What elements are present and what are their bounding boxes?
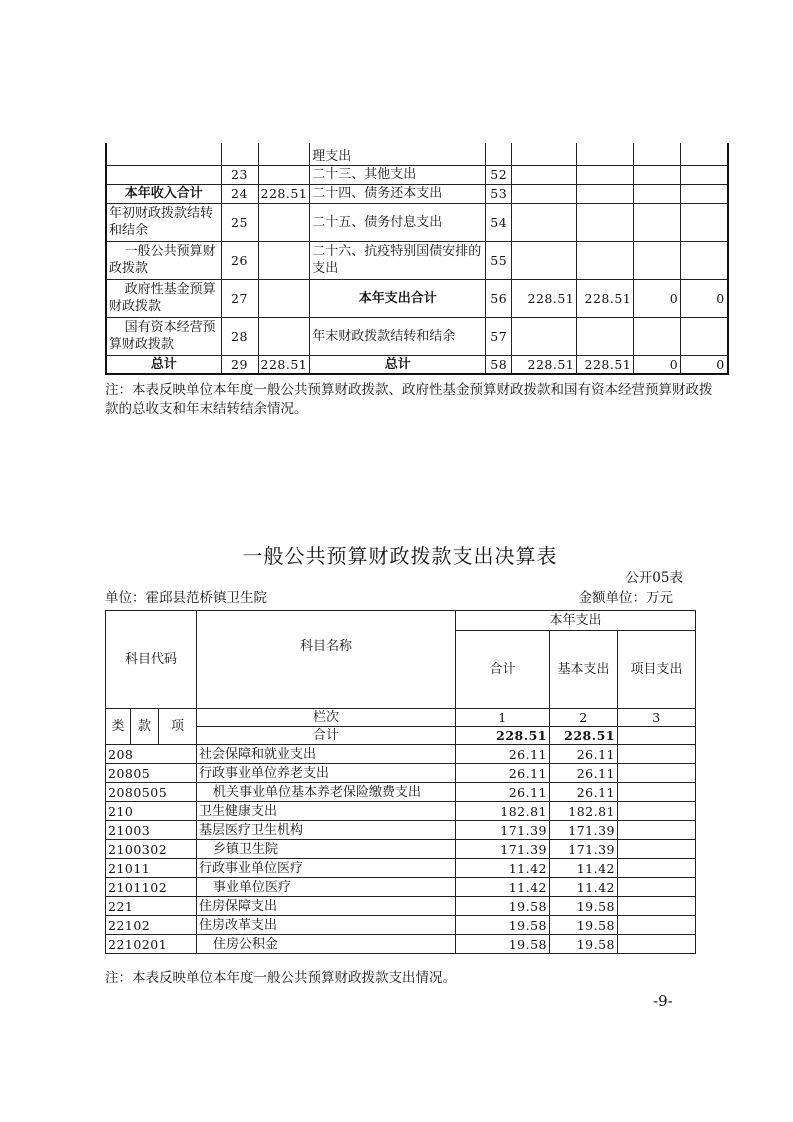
header-col3: 3 [618,709,696,727]
expense-line-no [486,143,512,165]
amount-project [618,802,696,821]
amount-total: 171.39 [456,821,550,840]
income-item-label: 一般公共预算财政拨款 [106,241,221,279]
income-amount [258,143,310,165]
amount-project [618,821,696,840]
amount-project [618,897,696,916]
expense-general-budget [577,165,634,184]
expense-item-label: 年末财政拨款结转和结余 [310,317,486,355]
sum-basic: 228.51 [550,727,618,745]
subject-name: 行政事业单位医疗 [197,859,456,878]
expense-total [512,184,577,203]
header-col2: 2 [550,709,618,727]
expense-total [512,143,577,165]
expense-line-no: 52 [486,165,512,184]
amount-basic: 182.81 [550,802,618,821]
expense-state-capital [681,241,728,279]
expense-total [512,241,577,279]
header-kuan: 款 [131,709,159,745]
expense-gov-fund [634,143,681,165]
income-line-no: 29 [221,355,258,374]
income-item-label [106,165,221,184]
summary-row [106,143,728,165]
amount-basic: 171.39 [550,840,618,859]
amount-total: 19.58 [456,897,550,916]
subject-name: 事业单位医疗 [197,878,456,897]
subject-name: 机关事业单位基本养老保险缴费支出 [197,783,456,802]
amount-basic: 19.58 [550,935,618,954]
income-amount: 228.51 [258,184,310,203]
income-amount [258,203,310,241]
expense-gov-fund [634,165,681,184]
income-amount [258,241,310,279]
subject-name: 住房改革支出 [197,916,456,935]
amount-project [618,764,696,783]
table-row [106,859,696,878]
subject-code: 208 [106,745,197,764]
expenditure-table [105,610,696,954]
expense-line-no: 57 [486,317,512,355]
expense-line-no: 58 [486,355,512,374]
header-subject-name: 科目名称 [197,611,456,709]
income-line-no: 28 [221,317,258,355]
subject-code: 21003 [106,821,197,840]
header-subject-code: 科目代码 [106,611,197,709]
summary-row [106,317,728,355]
expense-item-label: 二十三、其他支出 [310,165,486,184]
amount-basic: 26.11 [550,745,618,764]
header-xiang: 项 [159,709,197,745]
sum-project [618,727,696,745]
expense-line-no: 54 [486,203,512,241]
amount-total: 26.11 [456,783,550,802]
sum-label: 合计 [197,727,456,745]
income-expense-summary-table [105,143,729,375]
subject-code: 210 [106,802,197,821]
expense-total [512,317,577,355]
subject-code: 2101102 [106,878,197,897]
header-column-no: 栏次 [197,709,456,727]
amount-basic: 19.58 [550,916,618,935]
expense-total [512,165,577,184]
header-basic: 基本支出 [550,631,618,709]
amount-project [618,935,696,954]
subject-name: 社会保障和就业支出 [197,745,456,764]
amount-project [618,783,696,802]
table-row [106,783,696,802]
amount-basic: 26.11 [550,783,618,802]
header-total: 合计 [456,631,550,709]
amount-total: 26.11 [456,745,550,764]
summary-row [106,165,728,184]
expense-state-capital [681,203,728,241]
expense-general-budget [577,241,634,279]
subject-name: 乡镇卫生院 [197,840,456,859]
income-line-no: 26 [221,241,258,279]
amount-total: 19.58 [456,935,550,954]
expense-line-no: 53 [486,184,512,203]
income-item-label: 年初财政拨款结转和结余 [106,203,221,241]
header-project: 项目支出 [618,631,696,709]
income-line-no: 24 [221,184,258,203]
subject-code: 22102 [106,916,197,935]
table-row [106,745,696,764]
subject-name: 行政事业单位养老支出 [197,764,456,783]
summary-row [106,184,728,203]
page-number: -9- [653,992,673,1010]
amount-basic: 26.11 [550,764,618,783]
table-row [106,764,696,783]
summary-row [106,241,728,279]
amount-project [618,859,696,878]
expense-line-no: 56 [486,279,512,317]
amount-total: 11.42 [456,878,550,897]
expense-item-label: 总计 [310,355,486,374]
subject-code: 21011 [106,859,197,878]
table-row [106,897,696,916]
expense-state-capital [681,165,728,184]
subject-code: 221 [106,897,197,916]
expense-state-capital [681,317,728,355]
amount-total: 11.42 [456,859,550,878]
page-title: 一般公共预算财政拨款支出决算表 [242,544,558,568]
expense-gov-fund [634,317,681,355]
amount-unit-label: 金额单位：万元 [578,590,673,606]
amount-basic: 11.42 [550,859,618,878]
income-amount [258,165,310,184]
income-line-no: 23 [221,165,258,184]
income-item-label: 本年收入合计 [106,184,221,203]
expenditure-table-note: 注：本表反映单位本年度一般公共预算财政拨款支出情况。 [105,970,456,986]
table-row [106,916,696,935]
header-current-year: 本年支出 [456,611,696,631]
expense-item-label: 二十六、抗疫特别国债安排的支出 [310,241,486,279]
expense-total: 228.51 [512,355,577,374]
income-amount [258,279,310,317]
table-row [106,840,696,859]
sum-total: 228.51 [456,727,550,745]
summary-row [106,355,728,374]
expense-general-budget [577,143,634,165]
expense-general-budget: 228.51 [577,279,634,317]
expense-gov-fund: 0 [634,355,681,374]
expense-gov-fund [634,203,681,241]
expense-general-budget [577,317,634,355]
income-item-label: 政府性基金预算财政拨款 [106,279,221,317]
expense-general-budget [577,203,634,241]
subject-name: 住房公积金 [197,935,456,954]
income-line-no [221,143,258,165]
expense-general-budget: 228.51 [577,355,634,374]
subject-code: 2210201 [106,935,197,954]
expense-item-label: 二十五、债务付息支出 [310,203,486,241]
expense-state-capital [681,184,728,203]
income-item-label [106,143,221,165]
subject-code: 20805 [106,764,197,783]
table-row [106,821,696,840]
table-row [106,935,696,954]
income-amount: 228.51 [258,355,310,374]
table-row [106,802,696,821]
expense-item-label: 二十四、债务还本支出 [310,184,486,203]
expense-total [512,203,577,241]
amount-basic: 19.58 [550,897,618,916]
income-line-no: 25 [221,203,258,241]
summary-row [106,203,728,241]
subject-name: 住房保障支出 [197,897,456,916]
amount-total: 171.39 [456,840,550,859]
header-lei: 类 [106,709,131,745]
amount-basic: 11.42 [550,878,618,897]
expense-gov-fund [634,241,681,279]
amount-project [618,916,696,935]
expense-item-label: 理支出 [310,143,486,165]
subject-code: 2100302 [106,840,197,859]
subject-name: 卫生健康支出 [197,802,456,821]
amount-total: 19.58 [456,916,550,935]
amount-total: 182.81 [456,802,550,821]
amount-total: 26.11 [456,764,550,783]
table-row [106,878,696,897]
subject-code: 2080505 [106,783,197,802]
expense-state-capital [681,143,728,165]
expense-item-label: 本年支出合计 [310,279,486,317]
summary-table-note: 注：本表反映单位本年度一般公共预算财政拨款、政府性基金预算财政拨款和国有资本经营预算财政拨款的总收支和年末结转结余情况。 [105,382,713,417]
expense-line-no: 55 [486,241,512,279]
expense-general-budget [577,184,634,203]
income-item-label: 总计 [106,355,221,374]
income-line-no: 27 [221,279,258,317]
expense-gov-fund [634,184,681,203]
summary-row [106,279,728,317]
subject-name: 基层医疗卫生机构 [197,821,456,840]
amount-basic: 171.39 [550,821,618,840]
form-number: 公开05表 [625,570,683,586]
unit-label: 单位：霍邱县范桥镇卫生院 [105,590,267,606]
expense-state-capital: 0 [681,279,728,317]
amount-project [618,878,696,897]
expense-gov-fund: 0 [634,279,681,317]
amount-project [618,745,696,764]
expense-total: 228.51 [512,279,577,317]
amount-project [618,840,696,859]
income-item-label: 国有资本经营预算财政拨款 [106,317,221,355]
income-amount [258,317,310,355]
expense-state-capital: 0 [681,355,728,374]
header-col1: 1 [456,709,550,727]
